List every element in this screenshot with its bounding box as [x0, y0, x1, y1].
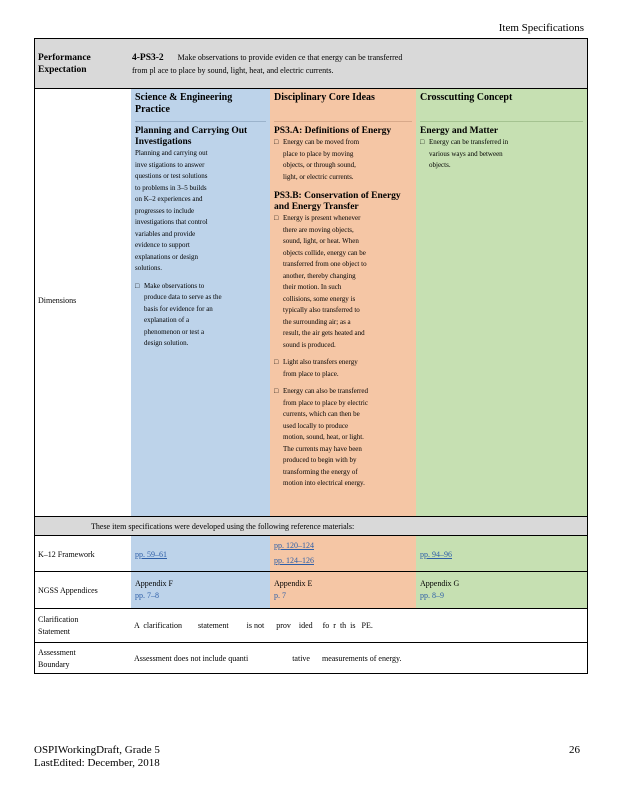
specification-table [34, 38, 588, 674]
ccc-bullet: □ Energy can be transferred in various ways and between objects. [420, 137, 512, 172]
pe-label: Performance Expectation [38, 53, 91, 75]
framework-label: K–12 Framework [38, 550, 95, 559]
dci-column [270, 89, 416, 516]
pe-code: 4-PS3-2 [132, 53, 164, 63]
dci-header: Disciplinary Core Ideas [274, 92, 412, 122]
dimensions-label-cell [38, 89, 128, 516]
ngss-sep-cell [131, 572, 270, 608]
boundary-row [35, 643, 587, 673]
pe-text [132, 39, 582, 88]
pe-row [35, 39, 587, 89]
framework-ccc-cell [416, 536, 587, 571]
framework-sep-link[interactable]: pp. 59–61 [135, 550, 167, 559]
ccc-column [416, 89, 587, 516]
ngss-dci-pages: p. 7 [274, 590, 286, 600]
page-number: 26 [569, 744, 580, 756]
footer-left [34, 744, 160, 770]
framework-ccc-link[interactable]: pp. 94–96 [420, 550, 452, 559]
ngss-label: NGSS Appendices [38, 586, 98, 595]
running-header: Item Specifications [498, 22, 584, 34]
framework-dci-cell [270, 536, 416, 571]
dci-bullet-4: □ Energy can also be transferred from place to place by electric currents, which can then be used locally to produce motion, sound, heat, or light. The currents may have been produced to begin with by transforming the energy of motion into electrical energy. [274, 386, 369, 490]
clarification-row [35, 609, 587, 643]
sep-bullet: □ Make observations to produce data to serve as the basis for evidence for an explanation of a phenomenon or test a design solution. [135, 281, 223, 350]
ngss-sep-pages: pp. 7–8 [135, 590, 159, 600]
ngss-ccc-cell [416, 572, 587, 608]
boundary-text: Assessment does not include quanti tative measurements of energy. [134, 654, 402, 663]
ngss-dci-title: Appendix E [274, 579, 313, 588]
dci-title-2: PS3.B: Conservation of Energy and Energy Transfer [274, 191, 401, 212]
ngss-row [35, 572, 587, 609]
sep-column [131, 89, 270, 516]
footer-line1: OSPIWorkingDraft, Grade 5 [34, 744, 160, 756]
clarification-label-line1: Clarification [38, 615, 79, 624]
ccc-header: Crosscutting Concept [420, 92, 583, 122]
ngss-dci-cell [270, 572, 416, 608]
framework-sep-cell [131, 536, 270, 571]
ccc-title: Energy and Matter [420, 126, 499, 136]
framework-dci-link-2[interactable]: pp. 124–126 [274, 555, 314, 565]
ngss-ccc-pages: pp. 8–9 [420, 590, 444, 600]
ngss-ccc-title: Appendix G [420, 579, 460, 588]
dci-title-1: PS3.A: Definitions of Energy [274, 126, 392, 136]
dci-bullet-2: □ Energy is present whenever there are moving objects, sound, light, or heat. When objects collide, energy can be transferred from one object to another, thereby changing their motion. In such collisions, some energy is typically also transferred to the surrounding air; as a result, the air gets heated and sound is produced. [274, 213, 369, 351]
clarification-label [38, 614, 78, 642]
framework-dci-link-1[interactable]: pp. 120–124 [274, 541, 314, 550]
ngss-sep-title: Appendix F [135, 579, 173, 588]
boundary-label-line2: Boundary [38, 659, 70, 669]
dci-bullet-3: □ Light also transfers energy from place to place. [274, 357, 369, 380]
dimensions-row [35, 89, 587, 517]
sep-title: Planning and Carrying Out Investigations [135, 126, 248, 147]
sep-paragraph: Planning and carrying out inve stigations to answer questions or test solutions to problems in 3–5 builds on K–2 experiences and progresses to include investigations that control variables and provide evidence to support explanations or design solutions. [135, 149, 208, 272]
pe-text-line1: Make observations to provide eviden ce that energy can be transferred [177, 53, 403, 62]
footer-line2: LastEdited: December, 2018 [34, 757, 160, 769]
dimensions-label: Dimensions [38, 296, 77, 305]
boundary-label-line1: Assessment [38, 648, 76, 657]
boundary-label [38, 647, 76, 673]
clarification-text: A clarification statement is not prov ided fo r th is PE. [134, 621, 373, 630]
reference-note: These item specifications were developed using the following reference materials: [91, 522, 355, 531]
framework-row [35, 536, 587, 572]
sep-header: Science & Engineering Practice [135, 92, 266, 122]
pe-text-line2: from pl ace to place by sound, light, heat, and electric currents. [132, 65, 334, 75]
dci-bullet-1: □ Energy can be moved from place to place by moving objects, or through sound, light, or electric currents. [274, 137, 369, 183]
clarification-label-line2: Statement [38, 626, 70, 636]
reference-note-row [35, 517, 587, 536]
